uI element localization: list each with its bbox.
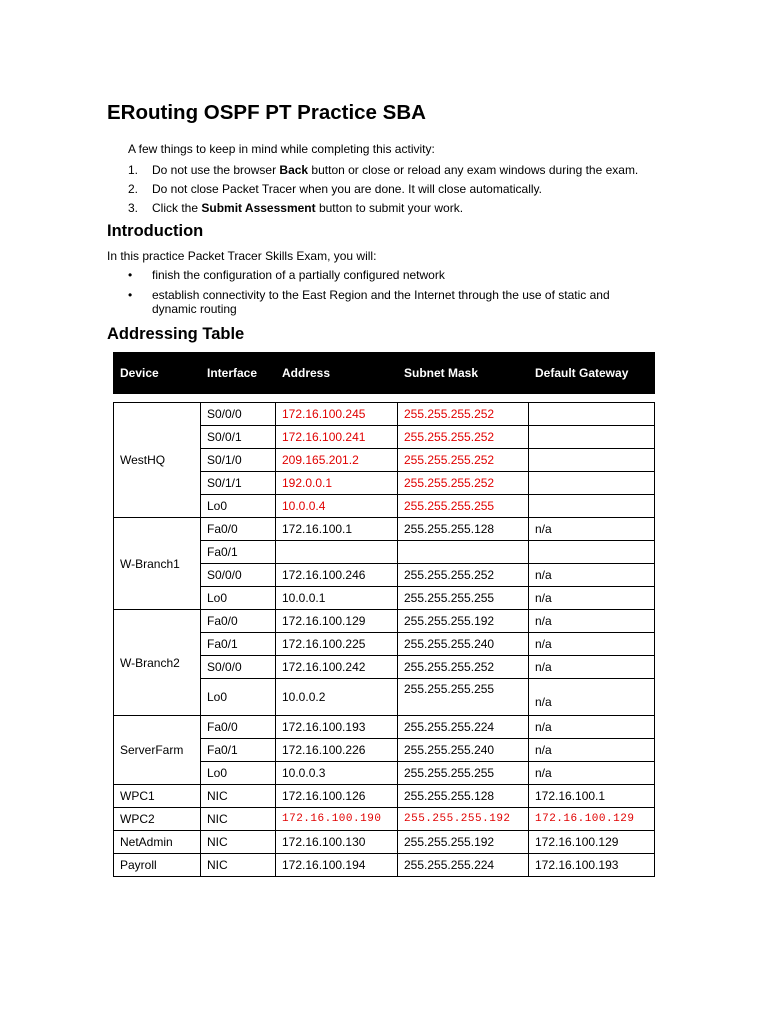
address-cell: 10.0.0.4	[276, 495, 398, 518]
interface-cell: NIC	[201, 854, 276, 877]
gateway-cell: n/a	[529, 679, 655, 716]
interface-cell: NIC	[201, 785, 276, 808]
bullet-item	[128, 268, 648, 282]
address-cell: 172.16.100.245	[276, 403, 398, 426]
interface-cell: NIC	[201, 831, 276, 854]
bullet-dot: •	[128, 288, 133, 302]
interface-cell: S0/0/0	[201, 564, 276, 587]
interface-cell: Fa0/1	[201, 633, 276, 656]
introduction-bullets	[128, 268, 648, 322]
interface-cell: S0/0/0	[201, 656, 276, 679]
interface-cell: Lo0	[201, 587, 276, 610]
rule-number: 3.	[128, 201, 139, 215]
table-row	[114, 518, 655, 541]
mask-cell: 255.255.255.255	[398, 762, 529, 785]
device-cell: W-Branch1	[114, 518, 201, 610]
introduction-heading: Introduction	[107, 222, 204, 240]
gateway-cell	[529, 541, 655, 564]
table-row	[114, 854, 655, 877]
address-cell: 172.16.100.226	[276, 739, 398, 762]
address-cell: 172.16.100.126	[276, 785, 398, 808]
rule-number: 2.	[128, 182, 139, 196]
device-cell: Payroll	[114, 854, 201, 877]
introduction-text: In this practice Packet Tracer Skills Exam, you will:	[107, 249, 377, 263]
mask-cell: 255.255.255.240	[398, 739, 529, 762]
mask-cell: 255.255.255.252	[398, 403, 529, 426]
interface-cell: S0/0/0	[201, 403, 276, 426]
mask-cell: 255.255.255.224	[398, 716, 529, 739]
gateway-cell: n/a	[529, 610, 655, 633]
device-cell: WPC1	[114, 785, 201, 808]
address-cell: 172.16.100.194	[276, 854, 398, 877]
address-cell: 172.16.100.190	[276, 808, 398, 831]
rule-bold: Back	[279, 163, 309, 177]
header-device: Device	[114, 353, 201, 394]
address-cell: 10.0.0.1	[276, 587, 398, 610]
rule-text: Do not use the browser	[152, 163, 280, 177]
device-cell: ServerFarm	[114, 716, 201, 785]
address-cell: 172.16.100.193	[276, 716, 398, 739]
mask-cell: 255.255.255.252	[398, 656, 529, 679]
interface-cell: Fa0/1	[201, 541, 276, 564]
interface-cell: NIC	[201, 808, 276, 831]
address-cell: 172.16.100.129	[276, 610, 398, 633]
mask-cell: 255.255.255.255	[398, 587, 529, 610]
rules-list	[128, 163, 638, 220]
interface-cell: S0/1/0	[201, 449, 276, 472]
gateway-cell: n/a	[529, 739, 655, 762]
table-row	[114, 403, 655, 426]
gateway-cell: 172.16.100.193	[529, 854, 655, 877]
gateway-cell	[529, 472, 655, 495]
interface-cell: Fa0/0	[201, 610, 276, 633]
interface-cell: Fa0/0	[201, 716, 276, 739]
interface-cell: Fa0/0	[201, 518, 276, 541]
table-row	[114, 831, 655, 854]
device-cell: NetAdmin	[114, 831, 201, 854]
interface-cell: Lo0	[201, 679, 276, 716]
device-cell: WestHQ	[114, 403, 201, 518]
rule-text-end: button or close or reload any exam windows during the exam.	[308, 163, 639, 177]
gateway-cell	[529, 426, 655, 449]
bullet-item	[128, 288, 648, 316]
activity-note: A few things to keep in mind while completing this activity:	[128, 142, 435, 156]
addressing-table	[113, 352, 655, 877]
rule-number: 1.	[128, 163, 139, 177]
mask-cell: 255.255.255.128	[398, 518, 529, 541]
address-cell: 172.16.100.1	[276, 518, 398, 541]
address-cell: 172.16.100.225	[276, 633, 398, 656]
address-cell: 172.16.100.246	[276, 564, 398, 587]
table-row	[114, 808, 655, 831]
address-cell	[276, 541, 398, 564]
mask-cell: 255.255.255.252	[398, 449, 529, 472]
table-row	[114, 785, 655, 808]
mask-cell: 255.255.255.255	[398, 679, 529, 716]
bullet-text: establish connectivity to the East Region and the Internet through the use of static and dynamic routing	[152, 288, 610, 316]
interface-cell: S0/0/1	[201, 426, 276, 449]
device-cell: W-Branch2	[114, 610, 201, 716]
gateway-cell	[529, 495, 655, 518]
address-cell: 192.0.0.1	[276, 472, 398, 495]
mask-cell: 255.255.255.192	[398, 808, 529, 831]
rule-item	[128, 201, 638, 220]
gateway-cell: 172.16.100.129	[529, 831, 655, 854]
bullet-text: finish the configuration of a partially configured network	[152, 268, 445, 282]
gateway-cell: n/a	[529, 762, 655, 785]
table-header-row	[114, 353, 655, 394]
table-row	[114, 610, 655, 633]
gateway-cell: n/a	[529, 587, 655, 610]
header-interface: Interface	[201, 353, 276, 394]
interface-cell: Lo0	[201, 495, 276, 518]
rule-item	[128, 163, 638, 182]
gateway-cell: n/a	[529, 656, 655, 679]
address-cell: 209.165.201.2	[276, 449, 398, 472]
gateway-cell: 172.16.100.1	[529, 785, 655, 808]
mask-cell: 255.255.255.252	[398, 426, 529, 449]
gateway-cell: n/a	[529, 564, 655, 587]
address-cell: 172.16.100.242	[276, 656, 398, 679]
rule-text: Click the	[152, 201, 202, 215]
gateway-cell	[529, 449, 655, 472]
gateway-cell: n/a	[529, 633, 655, 656]
bullet-dot: •	[128, 268, 133, 282]
rule-item	[128, 182, 638, 201]
header-subnet-mask: Subnet Mask	[398, 353, 529, 394]
address-cell: 172.16.100.130	[276, 831, 398, 854]
gateway-cell: n/a	[529, 716, 655, 739]
mask-cell: 255.255.255.255	[398, 495, 529, 518]
interface-cell: Lo0	[201, 762, 276, 785]
header-default-gateway: Default Gateway	[529, 353, 655, 394]
addressing-heading: Addressing Table	[107, 325, 245, 343]
rule-text: Do not close Packet Tracer when you are done. It will close automatically.	[152, 182, 542, 196]
mask-cell: 255.255.255.240	[398, 633, 529, 656]
rule-text-end: button to submit your work.	[315, 201, 464, 215]
header-address: Address	[276, 353, 398, 394]
address-cell: 10.0.0.3	[276, 762, 398, 785]
mask-cell: 255.255.255.192	[398, 610, 529, 633]
interface-cell: Fa0/1	[201, 739, 276, 762]
rule-bold: Submit Assessment	[201, 201, 316, 215]
mask-cell: 255.255.255.192	[398, 831, 529, 854]
gateway-cell: 172.16.100.129	[529, 808, 655, 831]
table-row	[114, 716, 655, 739]
address-cell: 172.16.100.241	[276, 426, 398, 449]
interface-cell: S0/1/1	[201, 472, 276, 495]
mask-cell: 255.255.255.128	[398, 785, 529, 808]
address-cell: 10.0.0.2	[276, 679, 398, 716]
device-cell: WPC2	[114, 808, 201, 831]
mask-cell: 255.255.255.252	[398, 564, 529, 587]
gateway-cell: n/a	[529, 518, 655, 541]
mask-cell	[398, 541, 529, 564]
gateway-cell	[529, 403, 655, 426]
mask-cell: 255.255.255.224	[398, 854, 529, 877]
mask-cell: 255.255.255.252	[398, 472, 529, 495]
page-title: ERouting OSPF PT Practice SBA	[107, 101, 426, 124]
